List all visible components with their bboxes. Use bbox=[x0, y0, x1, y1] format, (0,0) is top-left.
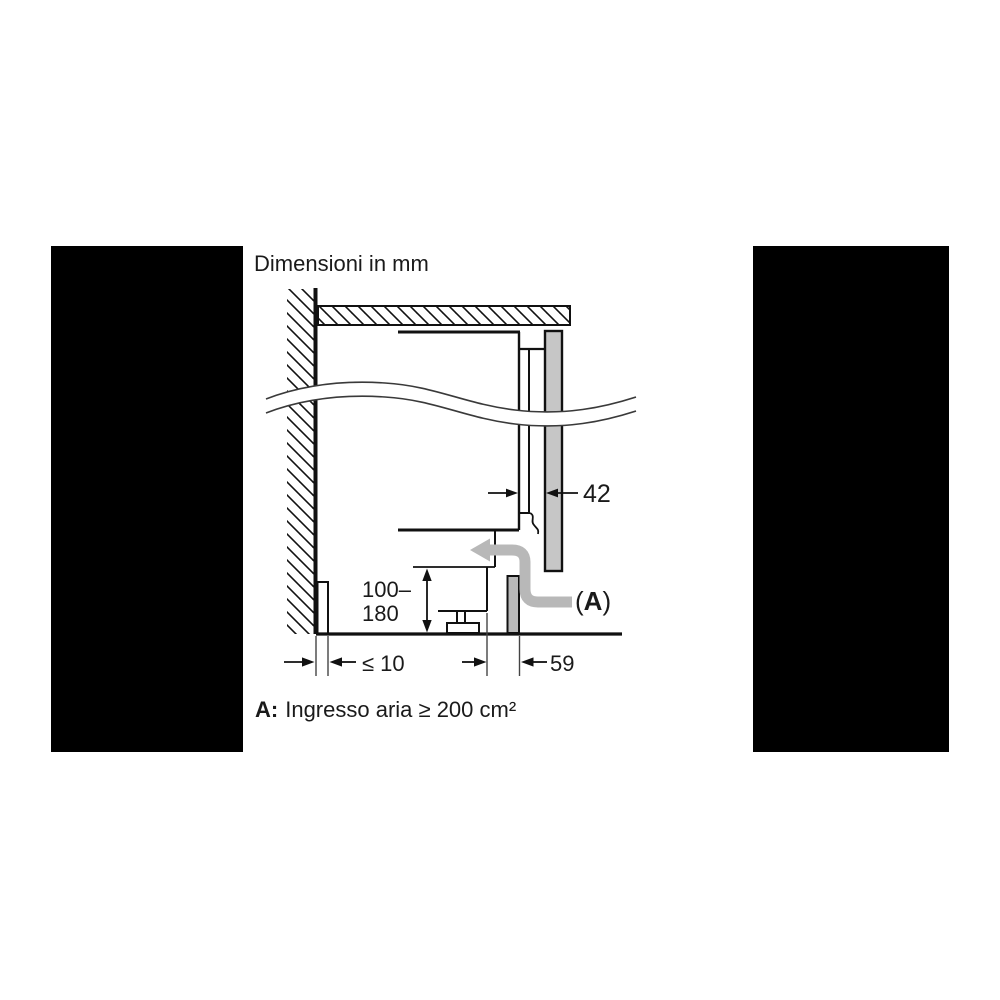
air-inlet-note-body: Ingresso aria ≥ 200 cm² bbox=[285, 697, 517, 722]
wall-hatched bbox=[287, 288, 318, 634]
skirting-board bbox=[318, 582, 329, 634]
dim-label-recess-depth: 59 bbox=[550, 651, 575, 676]
break-band bbox=[266, 382, 636, 426]
door-panel bbox=[545, 331, 562, 571]
diagram-title: Dimensioni in mm bbox=[254, 251, 429, 276]
airflow-label-open: ( bbox=[575, 586, 584, 616]
dim-label-door-thickness: 42 bbox=[583, 480, 611, 508]
door-break-squiggle bbox=[530, 513, 538, 534]
levelling-foot bbox=[447, 611, 479, 633]
dim-label-plinth-height-line2: 180 bbox=[362, 601, 399, 626]
dim-label-plinth-height-line1: 100– bbox=[362, 577, 411, 602]
countertop bbox=[318, 306, 570, 325]
plinth-grille bbox=[508, 576, 520, 633]
airflow-label bbox=[575, 586, 611, 617]
air-inlet-note bbox=[255, 697, 516, 723]
dim-label-skirting-gap: ≤ 10 bbox=[362, 651, 405, 676]
air-inlet-note-prefix: A: bbox=[255, 697, 279, 722]
dim-42-arrows bbox=[488, 489, 578, 498]
airflow-label-letter: A bbox=[583, 586, 603, 616]
dim-label-plinth-height bbox=[362, 578, 411, 626]
dim-height-arrow bbox=[422, 569, 431, 633]
airflow-label-close: ) bbox=[602, 586, 612, 616]
